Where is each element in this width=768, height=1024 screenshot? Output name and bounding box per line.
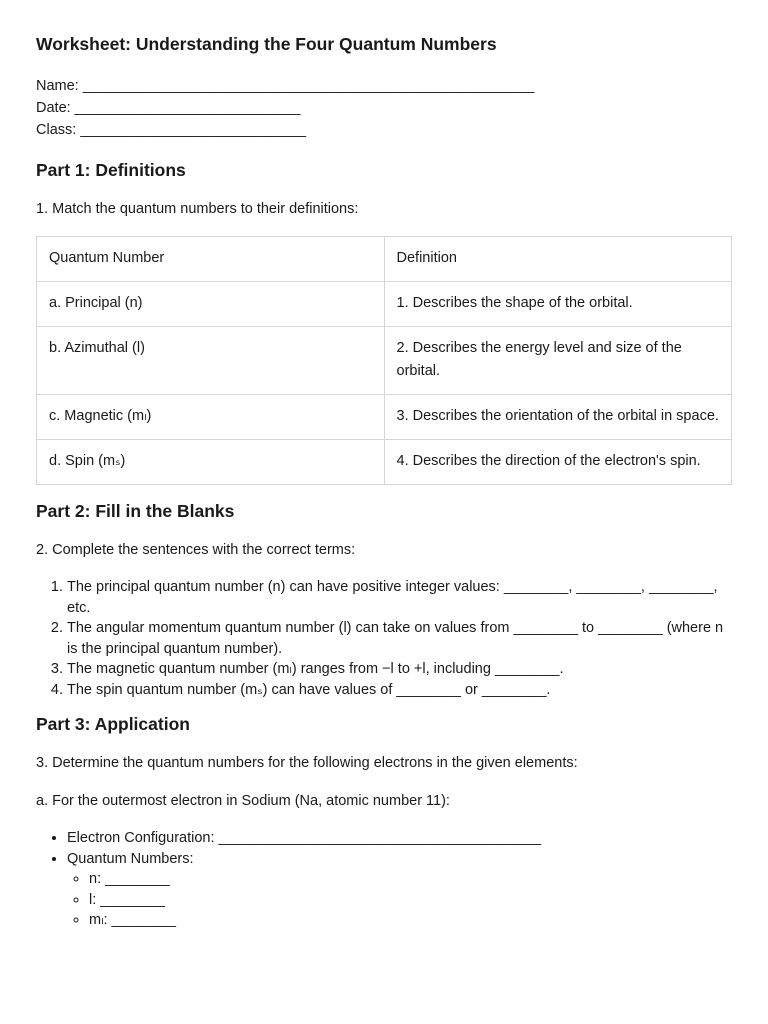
list-item: • Electron Configuration: ________________________________________ <box>67 828 732 849</box>
list-item: 3. The magnetic quantum number (mₗ) ranges from −l to +l, including ________. <box>67 659 732 680</box>
list-item <box>67 849 732 931</box>
table-header-cell: Quantum Number <box>37 237 385 282</box>
table-row <box>37 440 732 485</box>
table-cell: 4. Describes the direction of the electron's spin. <box>384 440 732 485</box>
definitions-table <box>36 236 732 485</box>
part3-prompt: 3. Determine the quantum numbers for the following electrons in the given elements: <box>36 755 578 771</box>
fill-in-blanks-list <box>36 577 732 700</box>
class-field: Class: ____________________________ <box>36 122 307 138</box>
worksheet-title: Worksheet: Understanding the Four Quantum Numbers <box>36 34 497 54</box>
table-cell: a. Principal (n) <box>37 282 385 327</box>
list-item: 1. The principal quantum number (n) can have positive integer values: ________, ________, ________, etc. <box>67 577 732 618</box>
list-item: ◦ n: ________ <box>89 869 732 890</box>
part2-heading: Part 2: Fill in the Blanks <box>36 501 235 521</box>
part1-heading: Part 1: Definitions <box>36 160 186 180</box>
part2-prompt: 2. Complete the sentences with the correct terms: <box>36 542 356 558</box>
date-field: Date: ____________________________ <box>36 100 301 116</box>
table-cell: b. Azimuthal (l) <box>37 327 385 395</box>
part1-prompt: 1. Match the quantum numbers to their definitions: <box>36 201 359 217</box>
part3-sub-prompt: a. For the outermost electron in Sodium (Na, atomic number 11): <box>36 793 450 809</box>
list-item: ◦ mₗ: ________ <box>89 910 732 931</box>
table-cell: c. Magnetic (mₗ) <box>37 395 385 440</box>
table-header-row <box>37 237 732 282</box>
name-field: Name: ________________________________________________________ <box>36 78 535 94</box>
table-row <box>37 282 732 327</box>
table-cell: 1. Describes the shape of the orbital. <box>384 282 732 327</box>
quantum-numbers-sublist <box>67 869 732 931</box>
table-cell: d. Spin (mₛ) <box>37 440 385 485</box>
list-item: ◦ l: ________ <box>89 890 732 911</box>
table-row <box>37 395 732 440</box>
table-row <box>37 327 732 395</box>
quantum-numbers-label: Quantum Numbers: <box>67 850 194 867</box>
table-cell: 2. Describes the energy level and size of the orbital. <box>384 327 732 395</box>
sodium-bullets <box>36 828 732 931</box>
student-info-fields <box>36 75 732 141</box>
list-item: 4. The spin quantum number (mₛ) can have values of ________ or ________. <box>67 680 732 701</box>
table-header-cell: Definition <box>384 237 732 282</box>
list-item: 2. The angular momentum quantum number (l) can take on values from ________ to ________ (where n is the principal quantum number). <box>67 618 732 659</box>
part3-heading: Part 3: Application <box>36 714 190 734</box>
table-cell: 3. Describes the orientation of the orbital in space. <box>384 395 732 440</box>
